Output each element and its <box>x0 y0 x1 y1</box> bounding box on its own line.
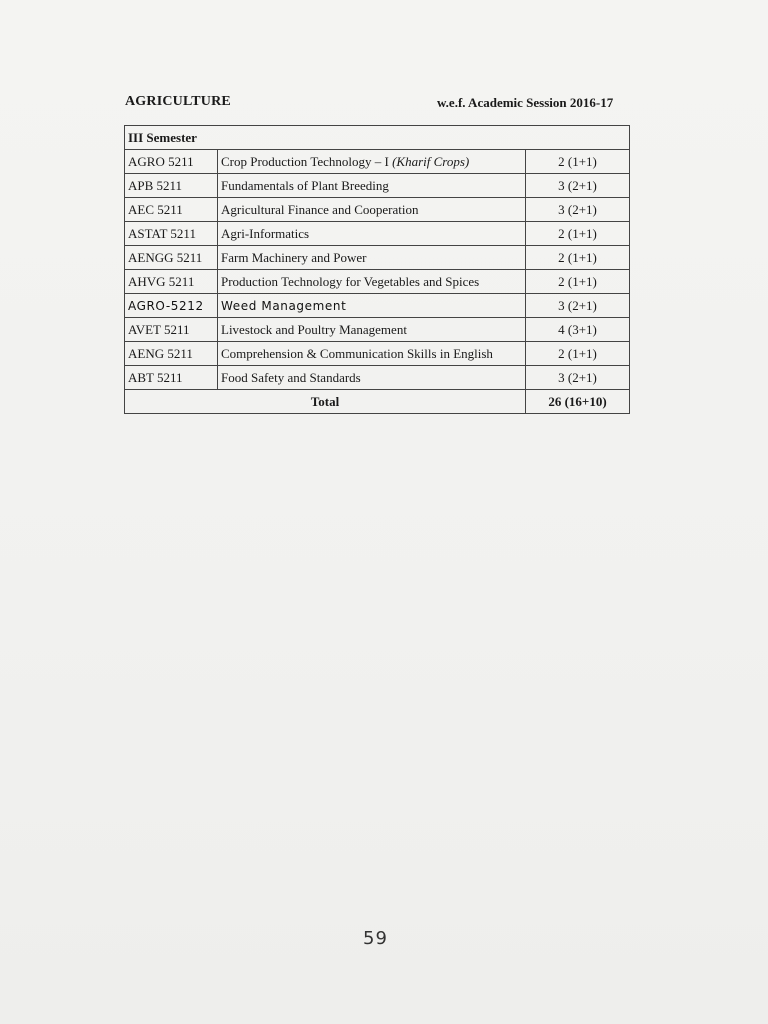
course-title <box>218 366 526 390</box>
course-title <box>218 198 526 222</box>
course-title-note: (Kharif Crops) <box>392 153 470 169</box>
course-title-text: Fundamentals of Plant Breeding <box>221 177 389 193</box>
course-credits: 3 (2+1) <box>526 198 630 222</box>
course-code: ASTAT 5211 <box>125 222 218 246</box>
course-credits: 3 (2+1) <box>526 366 630 390</box>
course-title <box>218 246 526 270</box>
course-title <box>218 150 526 174</box>
course-code: ABT 5211 <box>125 366 218 390</box>
course-title-text: Agricultural Finance and Cooperation <box>221 201 419 217</box>
total-label: Total <box>125 390 526 414</box>
academic-session: w.e.f. Academic Session 2016-17 <box>437 95 614 110</box>
course-title-text: Food Safety and Standards <box>221 369 361 385</box>
table-row <box>125 318 630 342</box>
course-title <box>218 270 526 294</box>
course-title <box>218 294 526 318</box>
course-table <box>124 125 630 414</box>
table-row <box>125 150 630 174</box>
course-title <box>218 174 526 198</box>
table-row <box>125 270 630 294</box>
course-credits: 3 (2+1) <box>526 294 630 318</box>
course-title-text: Production Technology for Vegetables and Spices <box>221 273 480 289</box>
course-code: AGRO 5211 <box>125 150 218 174</box>
table-row <box>125 366 630 390</box>
department-heading: AGRICULTURE <box>125 94 231 109</box>
course-title-text: Weed Management <box>221 298 347 313</box>
table-row <box>125 198 630 222</box>
course-code: AEC 5211 <box>125 198 218 222</box>
total-credits: 26 (16+10) <box>526 390 630 414</box>
course-credits: 3 (2+1) <box>526 174 630 198</box>
course-title-text: Livestock and Poultry Management <box>221 321 407 337</box>
course-code: AVET 5211 <box>125 318 218 342</box>
course-code: AENG 5211 <box>125 342 218 366</box>
course-credits: 2 (1+1) <box>526 342 630 366</box>
course-credits: 2 (1+1) <box>526 246 630 270</box>
table-row <box>125 342 630 366</box>
table-row <box>125 246 630 270</box>
course-credits: 2 (1+1) <box>526 270 630 294</box>
course-code: APB 5211 <box>125 174 218 198</box>
course-title <box>218 342 526 366</box>
table-row <box>125 222 630 246</box>
semester-row <box>125 126 630 150</box>
course-credits: 2 (1+1) <box>526 222 630 246</box>
course-title <box>218 318 526 342</box>
course-title-text: Crop Production Technology – I <box>221 153 393 169</box>
total-row <box>125 390 630 414</box>
page-number: 59 <box>363 928 388 949</box>
course-code: AGRO-5212 <box>125 294 218 318</box>
course-title-text: Agri-Informatics <box>221 225 310 241</box>
course-credits: 4 (3+1) <box>526 318 630 342</box>
course-code: AHVG 5211 <box>125 270 218 294</box>
table-row <box>125 174 630 198</box>
course-credits: 2 (1+1) <box>526 150 630 174</box>
course-title-text: Farm Machinery and Power <box>221 249 367 265</box>
semester-label: III Semester <box>125 126 630 150</box>
course-title-text: Comprehension & Communication Skills in English <box>221 345 493 361</box>
course-title <box>218 222 526 246</box>
table-row <box>125 294 630 318</box>
course-code: AENGG 5211 <box>125 246 218 270</box>
